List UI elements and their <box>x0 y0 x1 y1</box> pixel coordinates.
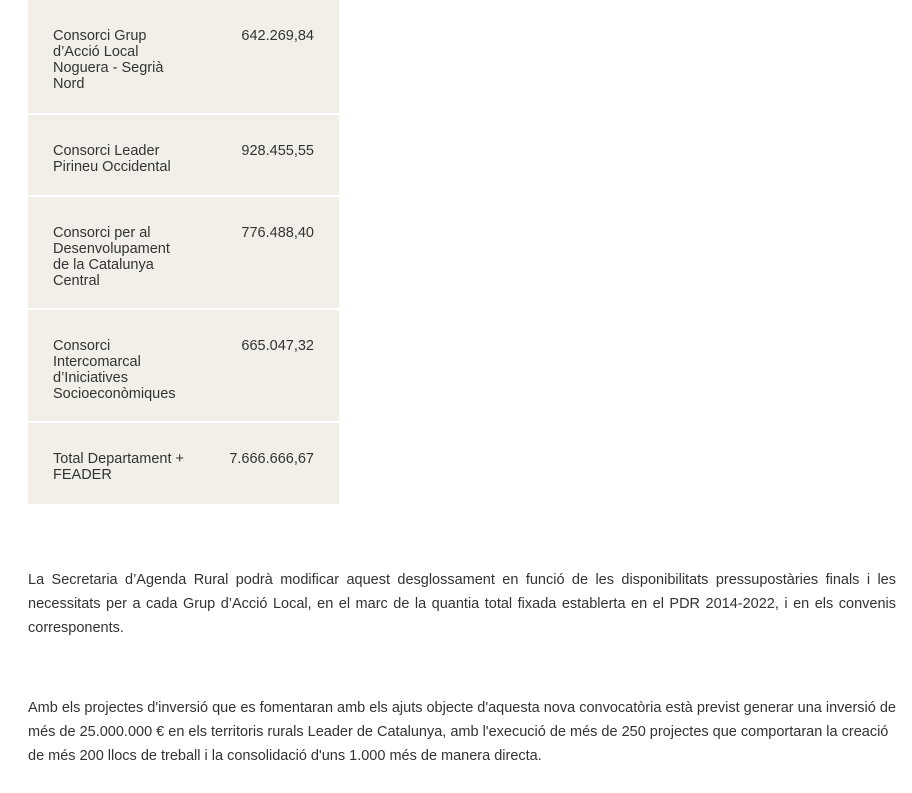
group-amount: 642.269,84 <box>241 28 314 44</box>
group-name: Consorci Leader Pirineu Occidental <box>53 143 171 175</box>
group-amount: 928.455,55 <box>241 143 314 159</box>
table-row <box>28 0 339 115</box>
group-name: Consorci per al Desenvolupament de la Catalunya Central <box>53 225 170 289</box>
group-name: Consorci Intercomarcal d’Iniciatives Socioeconòmiques <box>53 338 176 402</box>
investment-impact-paragraph: Amb els projectes d'inversió que es fomentaran amb els ajuts objecte d'aquesta nova convocatòria està previst generar una inversió de més de 25.000.000 € en els territoris rurals Leader de Catalunya, amb l'execució de més de 250 projectes que comportaran la creació de més 200 llocs de treball i la consolidació d'uns 1.000 més de manera directa. <box>28 700 896 764</box>
table-row <box>28 115 339 197</box>
total-amount: 7.666.666,67 <box>229 451 314 467</box>
budget-note-paragraph: La Secretaria d’Agenda Rural podrà modificar aquest desglossament en funció de les disponibilitats pressupostàries finals i les necessitats per a cada Grup d’Acció Local, en el marc de la quantia total fixada establerta en el PDR 2014-2022, i en els convenis corresponents. <box>28 572 896 636</box>
funding-table <box>28 0 339 504</box>
table-row <box>28 310 339 423</box>
group-name: Consorci Grup d’Acció Local Noguera - Segrià Nord <box>53 28 164 92</box>
table-total-row <box>28 423 339 504</box>
table-row <box>28 197 339 310</box>
group-amount: 776.488,40 <box>241 225 314 241</box>
total-label: Total Departament + FEADER <box>53 451 184 483</box>
group-amount: 665.047,32 <box>241 338 314 354</box>
